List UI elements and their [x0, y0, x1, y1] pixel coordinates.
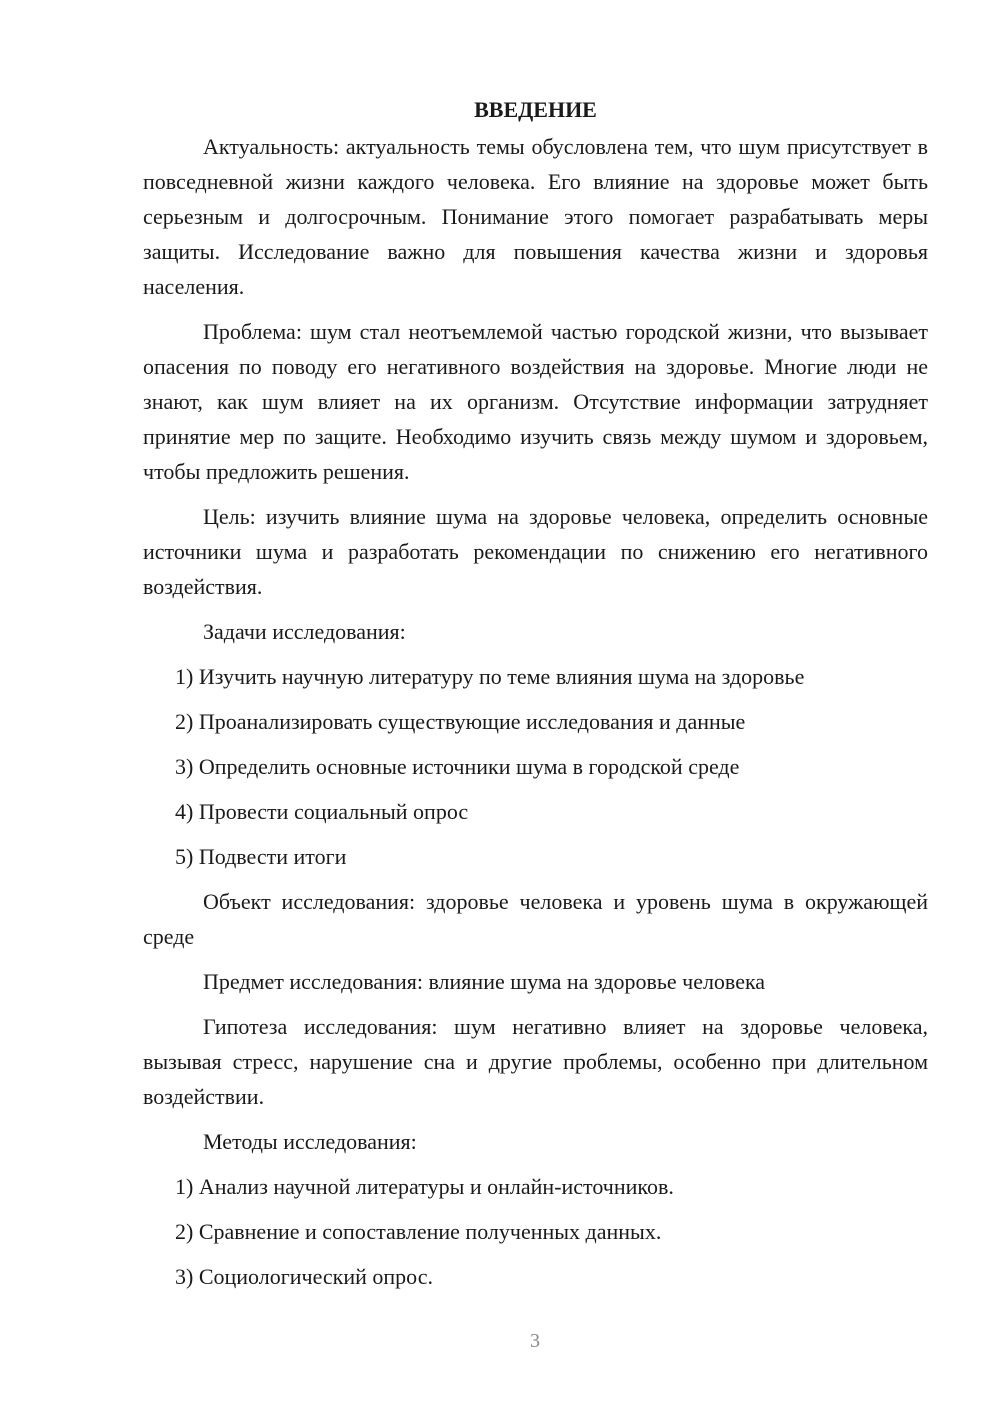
subject-paragraph: Предмет исследования: влияние шума на здоровье человека	[203, 969, 766, 994]
relevance-paragraph: Актуальность: актуальность темы обусловлена тем, что шум присутствует в повседневной жизни каждого человека. Его влияние на здоровье может быть серьезным и долгосрочным. Понимание этого помогает разрабатывать меры защиты. Исследование важно для повышения качества жизни и здоровья населения.	[143, 134, 928, 299]
tasks-list	[143, 659, 928, 874]
page-number: 3	[530, 1330, 540, 1352]
methods-heading: Методы исследования:	[203, 1129, 417, 1154]
goal-paragraph: Цель: изучить влияние шума на здоровье человека, определить основные источники шума и разработать рекомендации по снижению его негативного воздействия.	[143, 504, 928, 599]
page-content	[143, 92, 928, 1304]
list-item: 3) Социологический опрос.	[175, 1264, 433, 1289]
list-item: 2) Проанализировать существующие исследования и данные	[175, 709, 746, 734]
problem-paragraph: Проблема: шум стал неотъемлемой частью городской жизни, что вызывает опасения по поводу его негативного воздействия на здоровье. Многие люди не знают, как шум влияет на их организм. Отсутствие информации затрудняет принятие мер по защите. Необходимо изучить связь между шумом и здоровьем, чтобы предложить решения.	[143, 319, 928, 484]
list-item: 3) Определить основные источники шума в городской среде	[175, 754, 740, 779]
hypothesis-paragraph: Гипотеза исследования: шум негативно влияет на здоровье человека, вызывая стресс, нарушение сна и другие проблемы, особенно при длительном воздействии.	[143, 1014, 928, 1109]
methods-list	[143, 1169, 928, 1294]
page-title: ВВЕДЕНИЕ	[474, 97, 597, 122]
list-item: 1) Анализ научной литературы и онлайн-источников.	[175, 1174, 674, 1199]
list-item: 1) Изучить научную литературу по теме влияния шума на здоровье	[175, 664, 805, 689]
list-item: 5) Подвести итоги	[175, 844, 347, 869]
list-item: 4) Провести социальный опрос	[175, 799, 469, 824]
object-paragraph: Объект исследования: здоровье человека и уровень шума в окружающей среде	[143, 889, 928, 949]
list-item: 2) Сравнение и сопоставление полученных данных.	[175, 1219, 662, 1244]
tasks-heading: Задачи исследования:	[203, 619, 406, 644]
